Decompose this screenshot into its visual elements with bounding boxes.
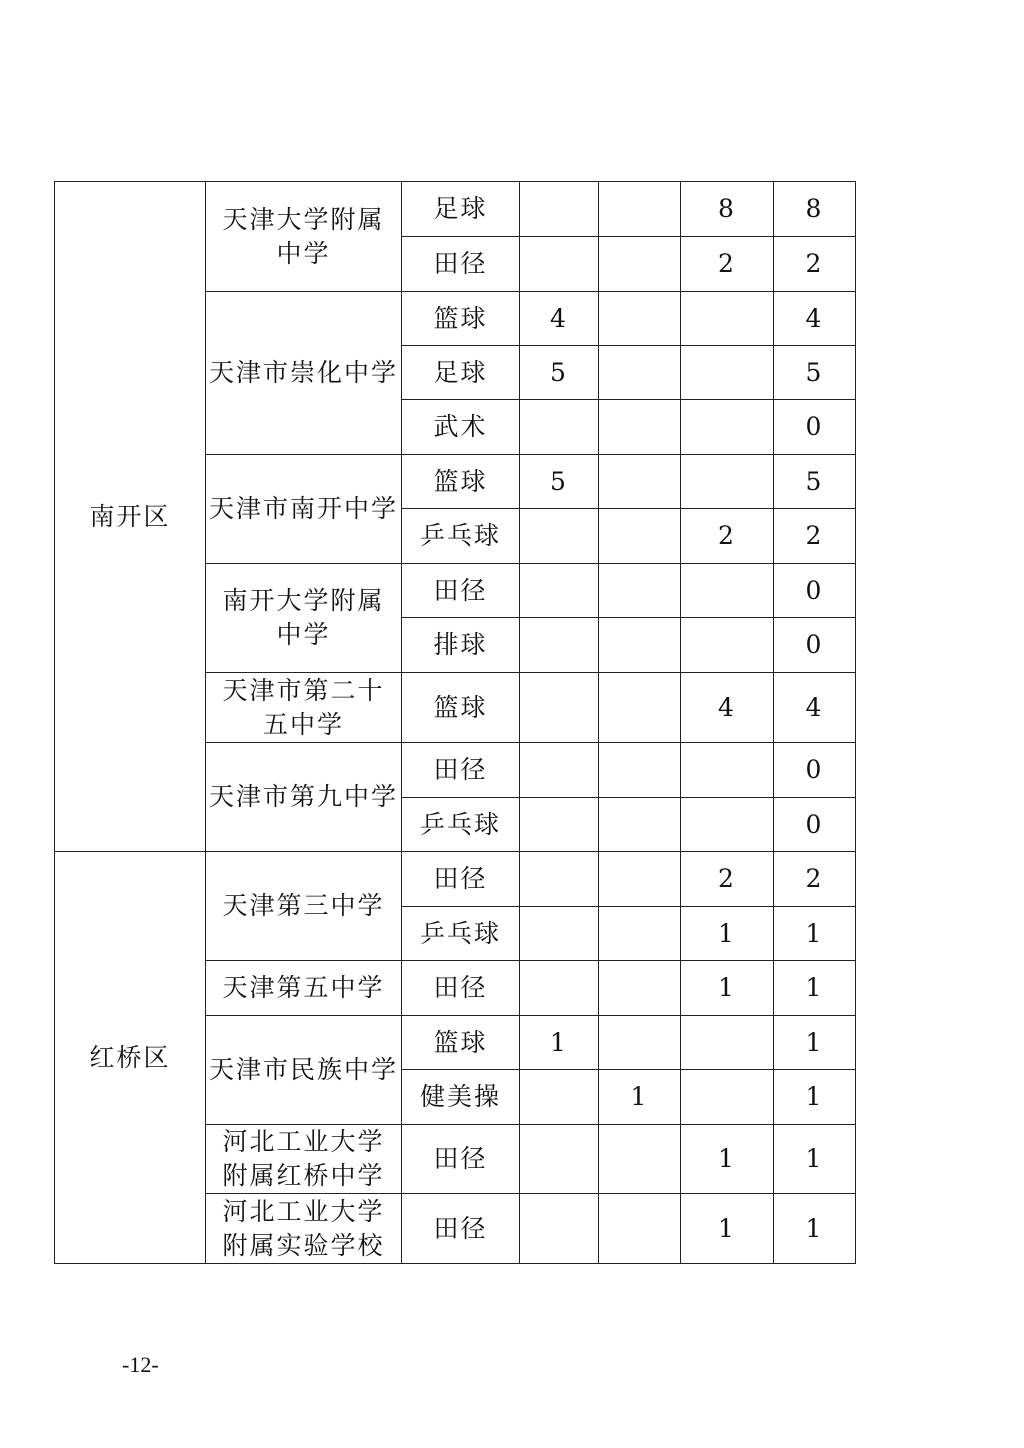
count-cell	[681, 1070, 774, 1125]
count-cell	[520, 237, 599, 292]
sport-cell: 田径	[402, 1194, 520, 1264]
school-cell: 天津市民族中学	[206, 1016, 402, 1125]
count-cell: 5	[520, 346, 599, 400]
count-cell	[520, 1125, 599, 1194]
school-cell: 河北工业大学 附属实验学校	[206, 1194, 402, 1264]
total-cell: 1	[774, 961, 856, 1016]
count-cell: 2	[681, 509, 774, 564]
count-cell: 4	[681, 673, 774, 743]
count-cell: 1	[681, 1194, 774, 1264]
sport-cell: 田径	[402, 564, 520, 618]
count-cell	[599, 1016, 681, 1070]
count-cell	[520, 618, 599, 673]
sport-cell: 篮球	[402, 455, 520, 509]
school-cell: 天津第五中学	[206, 961, 402, 1016]
district-cell: 红桥区	[55, 852, 206, 1264]
total-cell: 0	[774, 564, 856, 618]
count-cell	[520, 798, 599, 852]
school-cell: 天津市崇化中学	[206, 292, 402, 455]
total-cell: 0	[774, 618, 856, 673]
count-cell	[599, 182, 681, 237]
school-cell: 天津市第二十 五中学	[206, 673, 402, 743]
sport-cell: 健美操	[402, 1070, 520, 1125]
count-cell: 2	[681, 237, 774, 292]
count-cell: 1	[681, 907, 774, 961]
count-cell	[599, 1194, 681, 1264]
sport-cell: 篮球	[402, 292, 520, 346]
count-cell	[599, 564, 681, 618]
team-table	[54, 181, 856, 1264]
count-cell	[681, 618, 774, 673]
count-cell	[520, 743, 599, 798]
school-cell: 天津市南开中学	[206, 455, 402, 564]
school-cell: 天津大学附属 中学	[206, 182, 402, 292]
table-row	[55, 182, 856, 237]
count-cell: 4	[520, 292, 599, 346]
count-cell: 1	[599, 1070, 681, 1125]
sport-cell: 足球	[402, 182, 520, 237]
school-cell: 南开大学附属 中学	[206, 564, 402, 673]
total-cell: 0	[774, 798, 856, 852]
count-cell	[599, 618, 681, 673]
page-number: -12-	[122, 1352, 159, 1377]
total-cell: 1	[774, 1194, 856, 1264]
table-row	[55, 852, 856, 907]
count-cell: 5	[520, 455, 599, 509]
sport-cell: 乒乓球	[402, 509, 520, 564]
count-cell	[599, 1125, 681, 1194]
count-cell	[681, 455, 774, 509]
school-cell: 河北工业大学 附属红桥中学	[206, 1125, 402, 1194]
count-cell	[520, 400, 599, 455]
count-cell	[681, 400, 774, 455]
count-cell	[599, 292, 681, 346]
sport-cell: 乒乓球	[402, 798, 520, 852]
count-cell	[681, 798, 774, 852]
count-cell	[599, 346, 681, 400]
count-cell	[520, 564, 599, 618]
count-cell	[599, 237, 681, 292]
count-cell	[681, 564, 774, 618]
count-cell	[520, 509, 599, 564]
count-cell	[681, 346, 774, 400]
total-cell: 2	[774, 237, 856, 292]
school-cell: 天津第三中学	[206, 852, 402, 961]
count-cell: 8	[681, 182, 774, 237]
sport-cell: 篮球	[402, 673, 520, 743]
total-cell: 1	[774, 1016, 856, 1070]
count-cell	[681, 1016, 774, 1070]
count-cell	[599, 798, 681, 852]
count-cell	[520, 907, 599, 961]
count-cell	[520, 673, 599, 743]
sport-cell: 乒乓球	[402, 907, 520, 961]
count-cell: 2	[681, 852, 774, 907]
school-cell: 天津市第九中学	[206, 743, 402, 852]
total-cell: 8	[774, 182, 856, 237]
count-cell: 1	[681, 961, 774, 1016]
sport-cell: 田径	[402, 961, 520, 1016]
count-cell: 1	[520, 1016, 599, 1070]
count-cell	[520, 852, 599, 907]
sport-cell: 武术	[402, 400, 520, 455]
total-cell: 5	[774, 346, 856, 400]
count-cell	[520, 1070, 599, 1125]
count-cell	[599, 455, 681, 509]
district-cell: 南开区	[55, 182, 206, 852]
sport-cell: 篮球	[402, 1016, 520, 1070]
count-cell	[520, 1194, 599, 1264]
sport-cell: 足球	[402, 346, 520, 400]
total-cell: 5	[774, 455, 856, 509]
total-cell: 4	[774, 292, 856, 346]
count-cell	[599, 743, 681, 798]
count-cell	[520, 961, 599, 1016]
count-cell	[520, 182, 599, 237]
sport-cell: 田径	[402, 237, 520, 292]
count-cell	[599, 509, 681, 564]
total-cell: 1	[774, 1125, 856, 1194]
total-cell: 2	[774, 509, 856, 564]
total-cell: 1	[774, 1070, 856, 1125]
total-cell: 2	[774, 852, 856, 907]
sport-cell: 田径	[402, 852, 520, 907]
count-cell	[681, 743, 774, 798]
count-cell	[681, 292, 774, 346]
total-cell: 0	[774, 743, 856, 798]
count-cell	[599, 673, 681, 743]
total-cell: 0	[774, 400, 856, 455]
count-cell	[599, 852, 681, 907]
sport-cell: 田径	[402, 1125, 520, 1194]
count-cell: 1	[681, 1125, 774, 1194]
total-cell: 1	[774, 907, 856, 961]
count-cell	[599, 907, 681, 961]
sport-cell: 田径	[402, 743, 520, 798]
sport-cell: 排球	[402, 618, 520, 673]
total-cell: 4	[774, 673, 856, 743]
count-cell	[599, 400, 681, 455]
count-cell	[599, 961, 681, 1016]
